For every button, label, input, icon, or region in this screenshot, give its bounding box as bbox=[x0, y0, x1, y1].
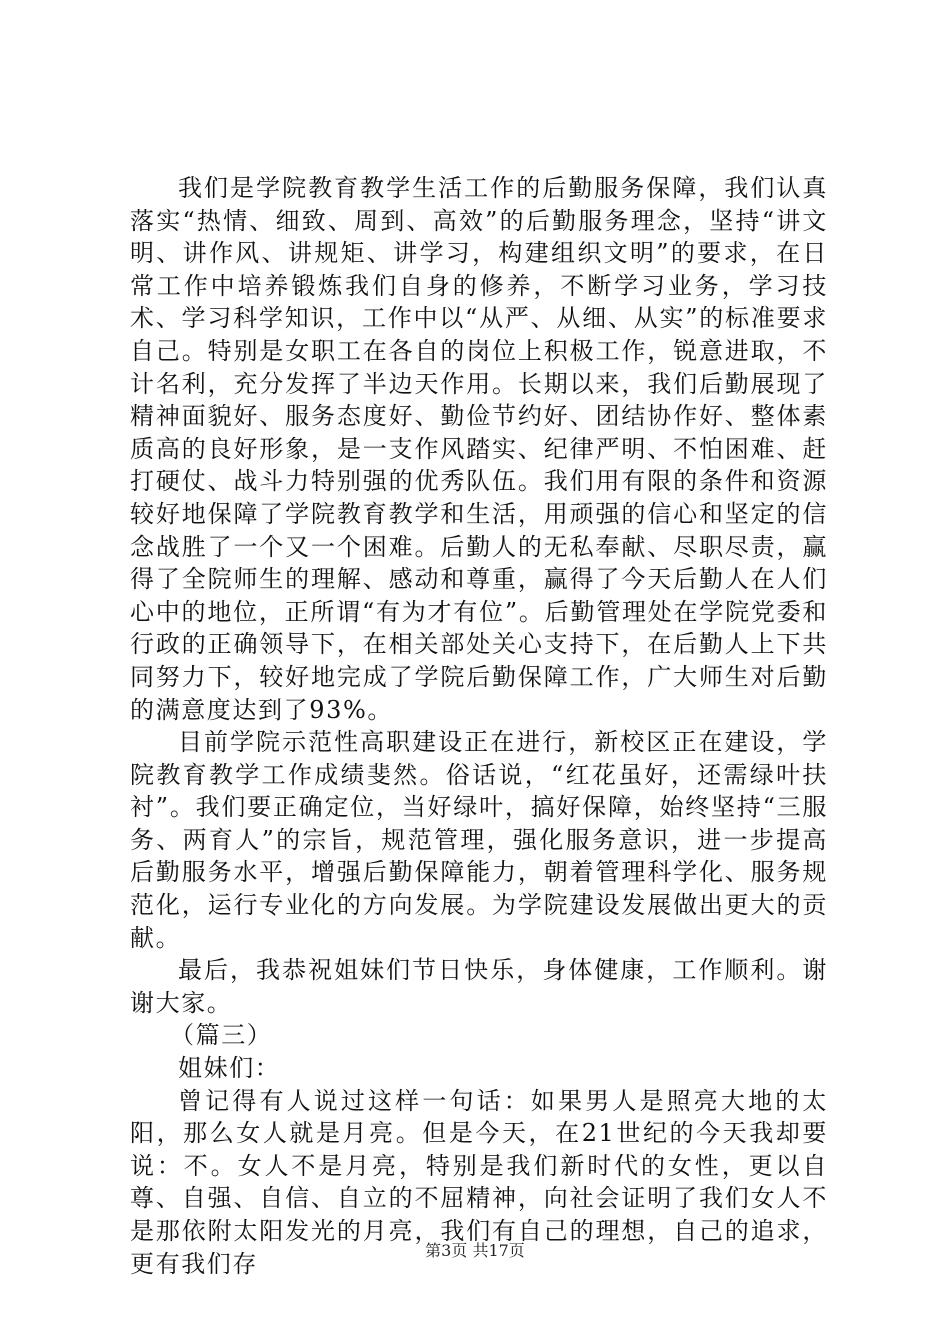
page-number-footer: 第3页 共17页 bbox=[425, 1241, 525, 1260]
paragraph-college-development: 目前学院示范性高职建设正在进行，新校区正在建设，学院教育教学工作成绩斐然。俗话说，“红花虽好，还需绿叶扶衬”。我们要正确定位，当好绿叶，搞好保障，始终坚持“三服务、两育人”的宗旨，规范管理，强化服务意识，进一步提高后勤服务水平，增强后勤保障能力，朝着管理科学化、服务规范化，运行专业化的方向发展。为学院建设发展做出更大的贡献。 bbox=[130, 728, 828, 952]
paragraph-logistics-service: 我们是学院教育教学生活工作的后勤服务保障，我们认真落实“热情、细致、周到、高效”的后勤服务理念，坚持“讲文明、讲作风、讲规矩、讲学习，构建组织文明”的要求，在日常工作中培养锻炼我们自身的修养，不断学习业务，学习技术、学习科学知识，工作中以“从严、从细、从实”的标准要求自己。特别是女职工在各自的岗位上积极工作，锐意进取，不计名利，充分发挥了半边天作用。长期以来，我们后勤展现了精神面貌好、服务态度好、勤俭节约好、团结协作好、整体素质高的良好形象，是一支作风踏实、纪律严明、不怕困难、赶打硬仗、战斗力特别强的优秀队伍。我们用有限的条件和资源较好地保障了学院教育教学和生活，用顽强的信心和坚定的信念战胜了一个又一个困难。后勤人的无私奉献、尽职尽责，赢得了全院师生的理解、感动和尊重，赢得了今天后勤人在人们心中的地位，正所谓“有为才有位”。后勤管理处在学院党委和行政的正确领导下，在相关部处关心支持下，在后勤人上下共同努力下，较好地完成了学院后勤保障工作，广大师生对后勤的满意度达到了93%。 bbox=[130, 174, 828, 724]
paragraph-women-not-moon: 曾记得有人说过这样一句话：如果男人是照亮大地的太阳，那么女人就是月亮。但是今天，在21世纪的今天我却要说：不。女人不是月亮，特别是我们新时代的女性，更以自尊、自强、自信、自立的不屈精神，向社会证明了我们女人不是那依附太阳发光的月亮，我们有自己的理想，自己的追求，更有我们存 bbox=[130, 1086, 828, 1278]
salutation: 姐妹们： bbox=[178, 1054, 281, 1083]
paragraph-closing-wishes: 最后，我恭祝姐妹们节日快乐，身体健康，工作顺利。谢谢大家。 bbox=[130, 956, 828, 1017]
section-heading: （篇三） bbox=[170, 1021, 273, 1050]
document-body bbox=[130, 172, 828, 1280]
